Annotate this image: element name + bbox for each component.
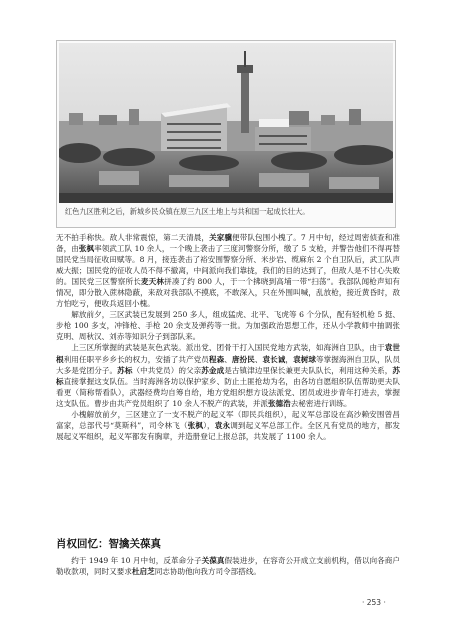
page-number: · 253 ·: [362, 598, 386, 607]
text-run: 率领武工队 10 余人，一个晚上袭击了三度河警察分所，缴了 5 支枪，并警告他们不得再替国民党当局征收田赋等。8 月，接连袭击了裕安围警察分所、米步岩、缆麻东 2 个自卫队后，武工队声威大振；国民党的征收人员不得不撤离，中间派向我们靠拢，我们的目的达到了，但敌人是不甘心失败的。国民党三区警察所长: [56, 244, 400, 287]
text-run: 、: [254, 354, 263, 364]
paragraph-4: [56, 409, 400, 442]
text-run: 同志协助他向我方司令部搭线。: [154, 567, 262, 577]
person-name: 苏标: [117, 365, 133, 375]
text-run: 、: [224, 354, 232, 364]
person-name: 张德浩: [267, 398, 291, 408]
text-run: 利用任职平乡乡长的权力，安插了共产党员: [63, 354, 209, 364]
person-name: 袁树球: [293, 354, 316, 364]
paragraph-1: [56, 232, 400, 309]
text-run: 直接掌握这支队伍。当时海洲各坊以保护家乡、防止土匪抢劫为名，由各坊自愿组织队伍帮助更夫队看更（简称帮看队），武器经费均自筹自给，地方党组织想方设法派党、团员或进步青年打进去，掌握这支队伍。曹步由共产党员组织了 10 余人不脱产的武装，并派: [56, 376, 401, 408]
text-run: （中共党员）的父亲: [132, 365, 202, 375]
text-run: ，: [285, 354, 294, 364]
photo-figure: [56, 40, 396, 228]
text-run: 便带队包围小槐了。7 月中旬，经过周密侦查和准备，由: [56, 233, 401, 254]
text-run: 是古镇津边里保长兼更夫队队长，利用这种关系，: [224, 365, 393, 375]
person-name: 袁长诚: [262, 354, 286, 364]
person-name: 关家骥: [209, 233, 233, 242]
person-name: 张枫: [78, 244, 95, 254]
text-run: ），: [203, 420, 215, 430]
person-name: 唐扮民: [231, 354, 255, 364]
person-name: 袁永: [214, 420, 231, 430]
person-name: 杜启芝: [131, 567, 155, 577]
person-name: 程森: [208, 354, 225, 364]
text-run: 等掌握海洲自卫队，队员大多是党团分子。: [56, 354, 401, 375]
text-run: 假装进步，在容奇公开成立支前机构，借以向各商户勒收款项，同时又要求: [56, 556, 400, 577]
text-run: 约于 1949 年 10 月中旬，反革命分子: [71, 556, 202, 565]
paragraph-5: [56, 555, 400, 577]
section-heading: 肖权回忆：智擒关葆真: [56, 538, 161, 550]
text-run: 上三区所掌握的武装是灰色武装。派出党、团骨干打入国民党地方武装，如海洲自卫队，由于: [71, 343, 385, 353]
section-body-text: [56, 555, 400, 577]
person-name: 苏金成: [201, 365, 225, 375]
text-run: 拼凑了约 800 人，于一个拂晓到高埔一带“扫荡”。我部队闻枪声知有情况，即分散入蔗林隐蔽，来敌对我部队不摸底，不敢深入，只在外围叫喊，乱放枪，接近黄昏时，敌方怕吃亏，便收兵返回小槐。: [56, 277, 401, 309]
photo-caption: 红色九区胜利之后，新城乡民众镇在原三九区土地上与共和国一起成长壮大。: [65, 207, 310, 216]
person-name: 关葆真: [201, 556, 225, 565]
body-text: [56, 232, 400, 442]
person-name: 苏标: [56, 365, 401, 386]
paragraph-2: 解放前夕，三区武装已发展到 250 多人，组成猛虎、北平、飞虎等 6 个分队，配有轻机枪 5 挺、步枪 100 多支，冲锋枪、手枪 20 余支及弹药等一批。为加强政治思想工作，还从小学教师中抽调张克明、周秋汉、刘赤等知识分子到部队来。: [56, 310, 400, 342]
text-run: 去秘密进行训练。: [290, 398, 352, 408]
town-panorama-image: [59, 43, 393, 203]
person-name: 张枫: [187, 420, 204, 430]
person-name: 袁世根: [56, 343, 401, 364]
paragraph-3: [56, 342, 400, 408]
town-photo: [59, 43, 393, 203]
text-run: 小槐解放前夕，三区建立了一支不脱产的起义军（即民兵组织），起义军总部设在高沙赖安围曾昌富家，总部代号“莫斯科”，司令林飞（: [56, 409, 400, 430]
text-run: 无不拍手称快。敌人非常震惊，第二天清晨，: [56, 233, 210, 242]
person-name: 麦天林: [140, 277, 165, 287]
text-run: 调到起义军总部工作。全区凡有党员的地方，都发展起义军组织，起义军都发有胸章，并造册登记上报总部，共发展了 1100 余人。: [56, 420, 401, 441]
